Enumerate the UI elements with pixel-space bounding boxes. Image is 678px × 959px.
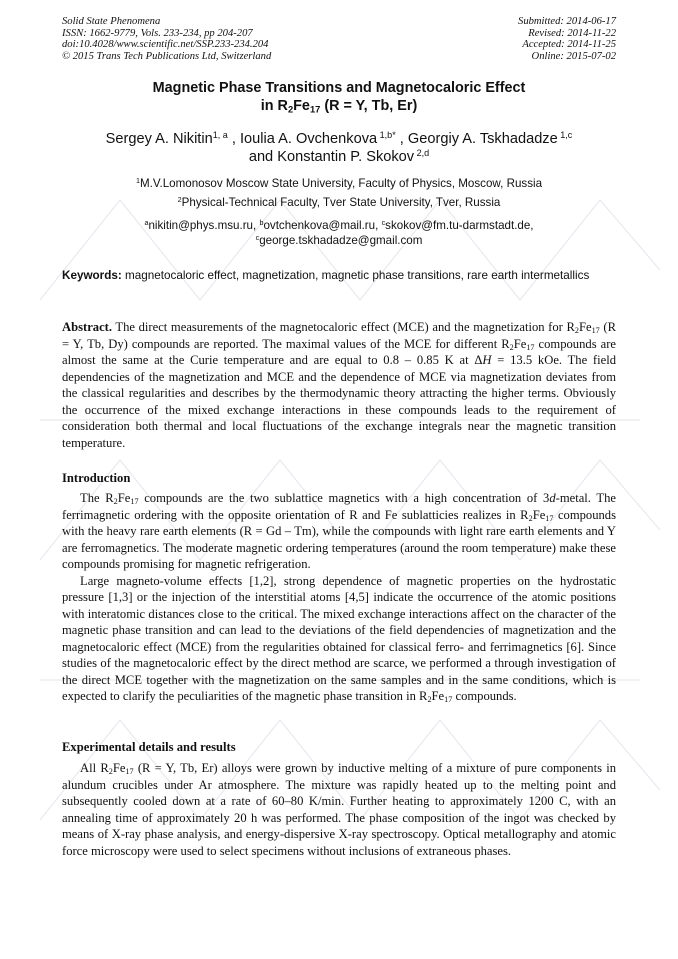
author-affiliation-mark: 1,b* [377, 130, 396, 141]
author-line-1 [62, 130, 616, 148]
body-text: Fe [117, 491, 131, 505]
subscript: 17 [526, 342, 535, 352]
date-submitted: Submitted: 2014-06-17 [518, 16, 616, 27]
experimental-paragraph-1 [62, 760, 616, 859]
subscript: 2 [528, 513, 533, 523]
paper-title [62, 80, 616, 115]
body-text: compounds. [452, 689, 517, 703]
introduction-paragraph-1 [62, 490, 616, 573]
author-name: Sergey A. Nikitin [105, 131, 213, 147]
affiliation-1 [62, 177, 616, 192]
body-text: Fe [112, 761, 126, 775]
author-name: Konstantin P. Skokov [277, 149, 415, 165]
author-name: Ioulia A. Ovchenkova [240, 131, 378, 147]
keywords-text: magnetocaloric effect, magnetization, magnetic phase transitions, rare earth intermetallics [121, 269, 590, 282]
subscript: 17 [591, 326, 600, 336]
journal-doi: doi:10.4028/www.scientific.net/SSP.233-234.204 [62, 39, 269, 50]
subscript: 2 [509, 342, 514, 352]
affiliation-mark: 2 [177, 195, 182, 205]
section-heading-experimental: Experimental details and results [62, 740, 236, 754]
body-text: Fe [431, 689, 445, 703]
body-text: Large magneto-volume effects [1,2], strong dependence of magnetic properties on the hydrostatic pressure [1,3] or the injection of the interstitial atoms [4,5] indicate the occurrence of the atomic positions with interatomic distances close to the critical. The mixed exchange interactions affect on the character of the magnetic phase transition and can lead to the deviations of the field dependencies of magnetization and the magnetocaloric effect (MCE) from the regularities obtained for classical ferro- and ferrimagnetics [6]. Since studies of the magnetocaloric effect by the direct method are scarce, we performed a through investigation of the direct MCE together with the magnetization on the same samples and in the same conditions, which is expected to clarify the peculiarities of the magnetic phase transition in R [62, 573, 616, 703]
date-revised: Revised: 2014-11-22 [528, 27, 616, 39]
body-text: All R [80, 761, 109, 775]
author-separator: , [395, 131, 408, 147]
subscript: 17 [125, 767, 134, 777]
email-line-1 [62, 219, 616, 234]
journal-name: Solid State Phenomena [62, 16, 161, 27]
date-online: Online: 2015-07-02 [531, 50, 616, 62]
journal-issn: ISSN: 1662-9779, Vols. 233-234, pp 204-207 [62, 27, 253, 39]
email-line-2 [62, 234, 616, 249]
email-link[interactable]: ovtchenkova@mail.ru, [263, 219, 382, 232]
abstract-text: (R = Y, Tb, Dy) compounds are reported. The maximal values of the MCE for different R [62, 320, 616, 351]
abstract-paragraph [62, 319, 616, 451]
journal-header-left [62, 16, 271, 62]
body-text: compounds with the heavy rare earth elements (R = Gd – Tm), while the compounds with light rare earth elements and Y are ferromagnetics. The moderate magnetic ordering temperatures (around the room temperature) make these compounds promising for magnetic refrigeration. [62, 507, 617, 571]
italic-symbol: H [482, 353, 492, 367]
abstract-text: The direct measurements of the magnetocaloric effect (MCE) and the magnetization for R [112, 320, 575, 334]
title-subscript: 2 [287, 103, 294, 114]
title-line-2 [62, 98, 616, 116]
subscript: 2 [108, 767, 113, 777]
keywords-label: Keywords: [62, 269, 122, 282]
body-text: compounds are the two sublattice magnetics with a high concentration of 3 [138, 491, 550, 505]
abstract-text: compounds are almost the same at the Curie temperature and are equal to 0.8 – 0.85 K at Δ [62, 336, 616, 367]
introduction-body [62, 490, 616, 705]
title-text: (R = Y, Tb, Er) [320, 97, 418, 114]
title-text: in R [260, 97, 288, 114]
subscript: 17 [444, 695, 453, 705]
affiliation-text: Physical-Technical Faculty, Tver State University, Tver, Russia [181, 196, 501, 209]
author-separator: , [227, 131, 240, 147]
email-mark: b [259, 218, 264, 228]
author-affiliation-mark: 1, a [212, 130, 228, 141]
date-accepted: Accepted: 2014-11-25 [522, 39, 616, 50]
subscript: 2 [574, 326, 579, 336]
abstract-text: Fe [578, 320, 592, 334]
subscript: 2 [113, 497, 118, 507]
email-mark: c [381, 218, 386, 228]
title-text: Fe [293, 97, 310, 114]
author-list [62, 130, 616, 166]
abstract-text: Fe [513, 336, 527, 351]
email-link[interactable]: nikitin@phys.msu.ru, [148, 219, 260, 232]
author-conjunction: and [248, 149, 278, 165]
section-heading-introduction: Introduction [62, 471, 131, 485]
body-text: (R = Y, Tb, Er) alloys were grown by inductive melting of a mixture of pure components in alundum crucibles under Ar atmosphere. The mixture was rapidly heated up to the melting point and subsequently cooled down at a rate of 60–80 K/min. Further heating to approximately 1200 C, with an annealing time of approximately 20 h was performed. The phase composition of the ingot was checked by means of X-ray phase analysis, and energy-dispersive X-ray spectroscopy. Optical metallography and atomic force microscopy were used to select specimens without inclusions of extraneous phases. [62, 761, 616, 858]
body-text: Fe [532, 507, 546, 522]
affiliation-mark: 1 [135, 176, 140, 186]
title-line-1: Magnetic Phase Transitions and Magnetocaloric Effect [152, 80, 526, 96]
author-emails [62, 219, 616, 248]
body-text: The R [80, 491, 114, 505]
subscript: 17 [130, 497, 139, 507]
affiliation-text: M.V.Lomonosov Moscow State University, Faculty of Physics, Moscow, Russia [139, 177, 543, 190]
abstract-label: Abstract. [62, 320, 113, 334]
email-mark: a [144, 218, 149, 228]
subscript: 2 [427, 695, 432, 705]
subscript: 17 [545, 513, 554, 523]
body-text: -metal. The ferrimagnetic ordering with the opposite orientation of R and Fe sublatticies realizes in R [62, 491, 616, 522]
keywords [62, 268, 616, 284]
abstract-text: = 13.5 kOe. The field dependencies of the magnetization and MCE and the dependence of MCE via magnetization deviates from the classical regularities and describes by the thermodynamic theory attracting the higher terms. Obviously the occurrence of the mixed exchange interactions in these compounds leads to the requirement of consideration both thermal and local fluctuations of the exchange integrals near the magnetic transition temperature. [62, 353, 616, 450]
author-affiliation-mark: 2,d [414, 148, 430, 159]
title-subscript: 17 [309, 103, 321, 114]
italic-symbol: d [549, 491, 556, 505]
author-name: Georgiy A. Tskhadadze [407, 131, 558, 147]
experimental-body [62, 760, 616, 859]
author-line-2 [62, 148, 616, 166]
affiliation-2 [62, 196, 616, 211]
email-mark: c [255, 232, 260, 242]
journal-copyright: © 2015 Trans Tech Publications Ltd, Switzerland [62, 50, 272, 62]
abstract [62, 319, 616, 451]
author-affiliation-mark: 1,c [557, 130, 573, 141]
introduction-paragraph-2 [62, 573, 616, 705]
email-link[interactable]: skokov@fm.tu-darmstadt.de, [385, 219, 534, 232]
journal-header-right [518, 16, 616, 62]
email-link[interactable]: george.tskhadadze@gmail.com [259, 233, 423, 247]
